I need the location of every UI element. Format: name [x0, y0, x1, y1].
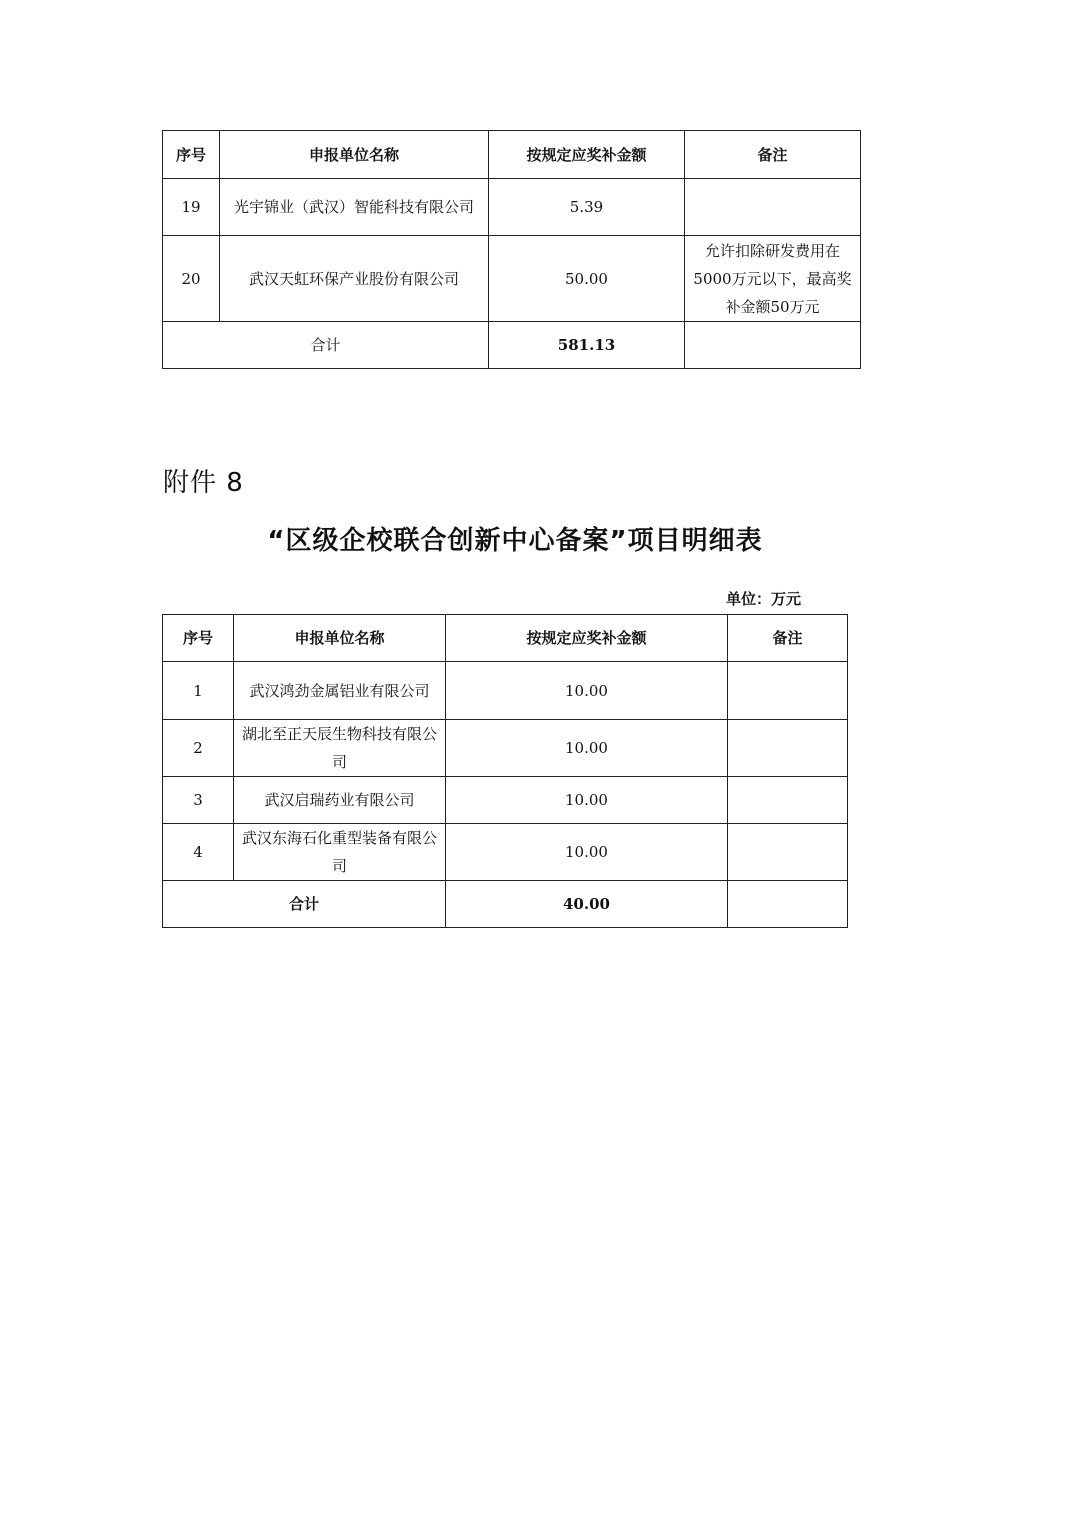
table-row: [163, 824, 848, 881]
total-amount: 40.00: [446, 881, 728, 928]
table-row: [163, 777, 848, 824]
table-row: [163, 236, 861, 322]
row-amount: 10.00: [446, 777, 728, 824]
row-company-name: 武汉东海石化重型装备有限公司: [234, 824, 446, 881]
table-row: [163, 662, 848, 720]
row-company-name: 武汉启瑞药业有限公司: [234, 777, 446, 824]
header-note: 备注: [728, 615, 848, 662]
row-serial: 1: [163, 662, 234, 720]
row-amount: 10.00: [446, 824, 728, 881]
row-serial: 3: [163, 777, 234, 824]
row-amount: 5.39: [489, 179, 685, 236]
header-note: 备注: [685, 131, 861, 179]
table-row: [163, 179, 861, 236]
row-serial: 4: [163, 824, 234, 881]
row-note: [728, 662, 848, 720]
row-note: [728, 824, 848, 881]
row-company-name: 光宇锦业（武汉）智能科技有限公司: [220, 179, 489, 236]
table-total-row: [163, 881, 848, 928]
row-serial: 2: [163, 720, 234, 777]
total-amount: 581.13: [489, 322, 685, 369]
total-label: 合计: [163, 881, 446, 928]
total-note: [685, 322, 861, 369]
row-company-name: 武汉鸿劲金属铝业有限公司: [234, 662, 446, 720]
unit-label: 单位：万元: [726, 590, 802, 608]
row-note: [685, 179, 861, 236]
table-continued: [162, 130, 861, 369]
annex-label: 附件 8: [163, 468, 244, 498]
header-company-name: 申报单位名称: [234, 615, 446, 662]
row-amount: 10.00: [446, 720, 728, 777]
row-company-name: 湖北至正天辰生物科技有限公司: [234, 720, 446, 777]
project-detail-table: [162, 614, 848, 928]
total-label: 合计: [163, 322, 489, 369]
row-note: [728, 777, 848, 824]
header-company-name: 申报单位名称: [220, 131, 489, 179]
document-title: “区级企校联合创新中心备案”项目明细表: [267, 526, 763, 556]
header-amount: 按规定应奖补金额: [489, 131, 685, 179]
table-header-row: [163, 615, 848, 662]
header-serial: 序号: [163, 615, 234, 662]
row-note: [728, 720, 848, 777]
row-amount: 50.00: [489, 236, 685, 322]
header-serial: 序号: [163, 131, 220, 179]
table-header-row: [163, 131, 861, 179]
header-amount: 按规定应奖补金额: [446, 615, 728, 662]
table-total-row: [163, 322, 861, 369]
row-company-name: 武汉天虹环保产业股份有限公司: [220, 236, 489, 322]
row-note: 允许扣除研发费用在5000万元以下，最高奖补金额50万元: [685, 236, 861, 322]
row-serial: 20: [163, 236, 220, 322]
total-note: [728, 881, 848, 928]
table-row: [163, 720, 848, 777]
row-serial: 19: [163, 179, 220, 236]
row-amount: 10.00: [446, 662, 728, 720]
